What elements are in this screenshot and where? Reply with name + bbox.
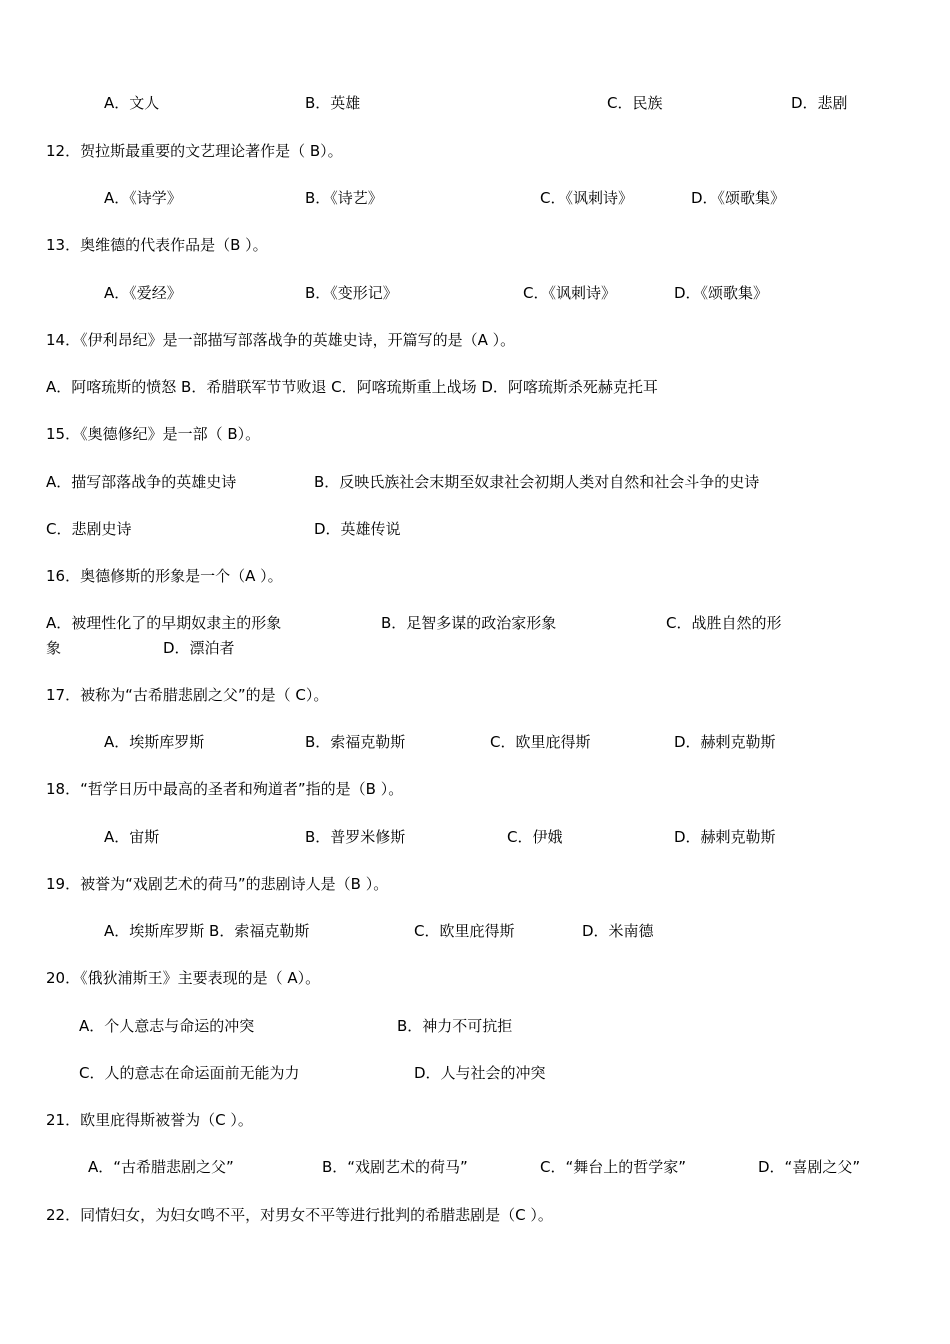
q19-option-ab: A．埃斯库罗斯 B．索福克勒斯	[104, 922, 310, 940]
q19-stem: 19．被誉为“戏剧艺术的荷马”的悲剧诗人是（B ）。	[46, 875, 389, 893]
q14-options: A．阿喀琉斯的愤怒 B．希腊联军节节败退 C．阿喀琉斯重上战场 D．阿喀琉斯杀死赫克托耳	[46, 378, 658, 396]
q12-option-a: A．《诗学》	[104, 189, 182, 207]
q20-stem: 20．《俄狄浦斯王》主要表现的是（ A）。	[46, 969, 321, 987]
q15-option-c: C．悲剧史诗	[46, 520, 132, 538]
q12-option-d: D．《颂歌集》	[691, 189, 786, 207]
q18-option-b: B．普罗米修斯	[305, 828, 406, 846]
q18-option-c: C．伊娥	[507, 828, 563, 846]
q17-option-c: C．欧里庇得斯	[490, 733, 591, 751]
q16-option-a: A．被理性化了的早期奴隶主的形象	[46, 614, 282, 632]
q20-option-a: A．个人意志与命运的冲突	[79, 1017, 255, 1035]
q18-option-a: A．宙斯	[104, 828, 160, 846]
q13-option-b: B．《变形记》	[305, 284, 398, 302]
q16-option-b: B．足智多谋的政治家形象	[381, 614, 557, 632]
q17-option-b: B．索福克勒斯	[305, 733, 406, 751]
q13-option-d: D．《颂歌集》	[674, 284, 769, 302]
q17-option-d: D．赫剌克勒斯	[674, 733, 776, 751]
q21-option-d: D．“喜剧之父”	[758, 1158, 861, 1176]
q15-stem: 15．《奥德修纪》是一部（ B）。	[46, 425, 261, 443]
q21-option-b: B．“戏剧艺术的荷马”	[322, 1158, 468, 1176]
q11-option-a: A．文人	[104, 94, 160, 112]
q18-option-d: D．赫剌克勒斯	[674, 828, 776, 846]
q19-option-c: C．欧里庇得斯	[414, 922, 515, 940]
q15-option-d: D．英雄传说	[314, 520, 401, 538]
q20-option-d: D．人与社会的冲突	[414, 1064, 546, 1082]
q15-option-a: A．描写部落战争的英雄史诗	[46, 473, 237, 491]
q12-option-b: B．《诗艺》	[305, 189, 383, 207]
q20-option-c: C．人的意志在命运面前无能为力	[79, 1064, 300, 1082]
q14-stem: 14．《伊利昂纪》是一部描写部落战争的英雄史诗，开篇写的是（A ）。	[46, 331, 516, 349]
q13-option-c: C．《讽刺诗》	[523, 284, 616, 302]
q13-stem: 13．奥维德的代表作品是（B ）。	[46, 236, 268, 254]
q16-option-c: C．战胜自然的形	[666, 614, 782, 632]
q16-stem: 16．奥德修斯的形象是一个（A ）。	[46, 567, 283, 585]
q16-option-d: D．漂泊者	[163, 639, 235, 657]
q11-option-d: D．悲剧	[791, 94, 848, 112]
q22-stem: 22．同情妇女，为妇女鸣不平，对男女不平等进行批判的希腊悲剧是（C ）。	[46, 1206, 553, 1224]
q18-stem: 18．“哲学日历中最高的圣者和殉道者”指的是（B ）。	[46, 780, 404, 798]
q21-option-c: C．“舞台上的哲学家”	[540, 1158, 687, 1176]
q19-option-d: D．米南德	[582, 922, 654, 940]
q12-option-c: C．《讽刺诗》	[540, 189, 633, 207]
q12-stem: 12．贺拉斯最重要的文艺理论著作是（ B）。	[46, 142, 343, 160]
q21-stem: 21．欧里庇得斯被誉为（C ）。	[46, 1111, 253, 1129]
q17-option-a: A．埃斯库罗斯	[104, 733, 205, 751]
q16-option-c-continued: 象	[46, 639, 62, 657]
q11-option-b: B．英雄	[305, 94, 361, 112]
q13-option-a: A．《爱经》	[104, 284, 182, 302]
q21-option-a: A．“古希腊悲剧之父”	[88, 1158, 234, 1176]
q11-option-c: C．民族	[607, 94, 663, 112]
q20-option-b: B．神力不可抗拒	[397, 1017, 513, 1035]
q17-stem: 17．被称为“古希腊悲剧之父”的是（ C）。	[46, 686, 329, 704]
q15-option-b: B．反映氏族社会末期至奴隶社会初期人类对自然和社会斗争的史诗	[314, 473, 760, 491]
